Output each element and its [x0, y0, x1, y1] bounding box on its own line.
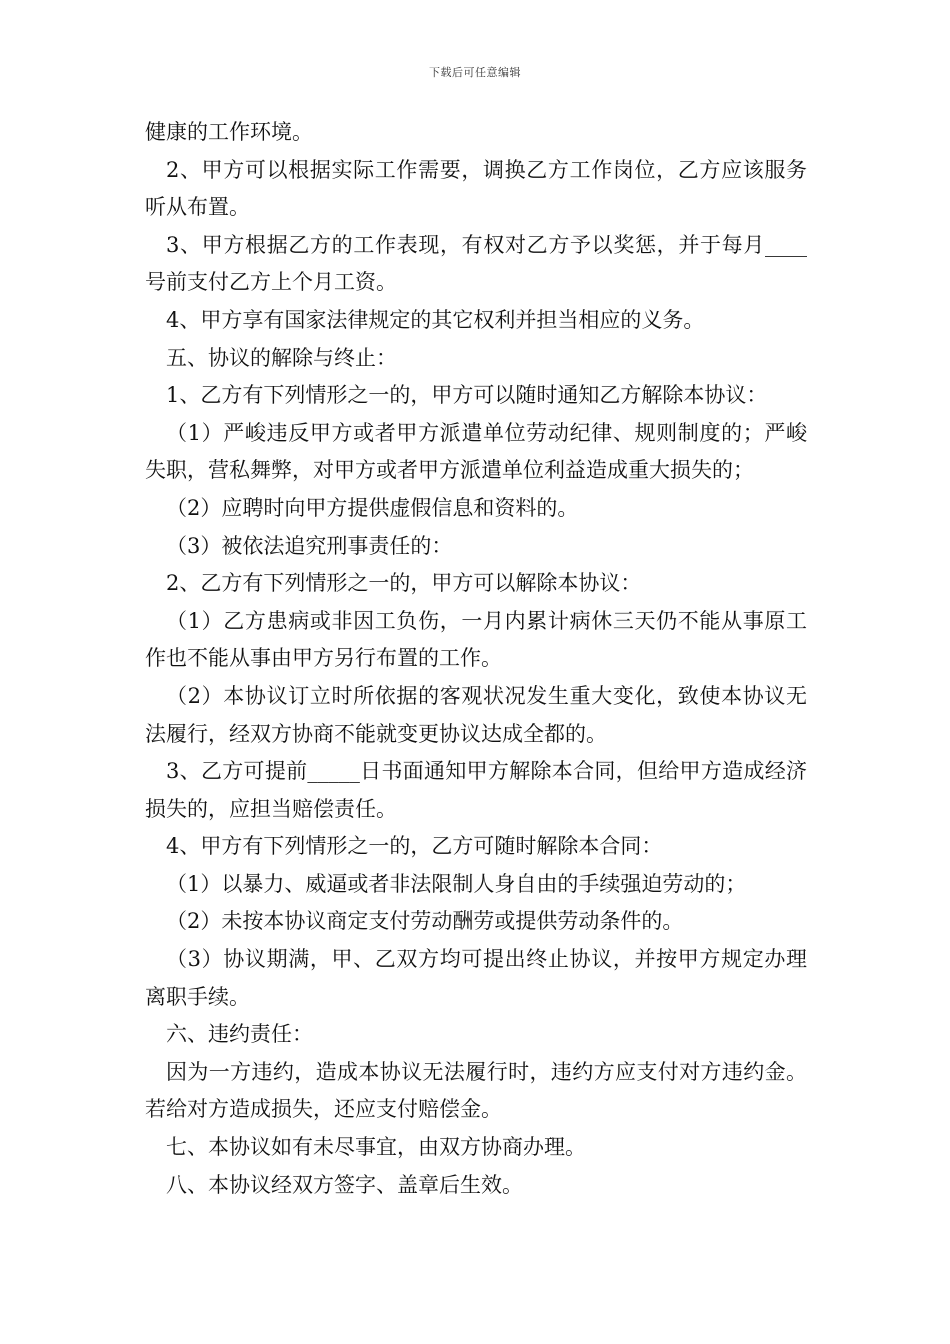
page-header: 下载后可任意编辑 [429, 66, 521, 79]
paragraph: 健康的工作环境。 [145, 120, 313, 144]
list-item: （3）协议期满，甲、乙双方均可提出终止协议，并按甲方规定办理离职手续。 [145, 947, 807, 1009]
list-item: （2）未按本协议商定支付劳动酬劳或提供劳动条件的。 [166, 909, 684, 934]
list-item: （3）被依法追究刑事责任的： [166, 533, 453, 558]
section-heading: 五、协议的解除与终止： [166, 345, 397, 370]
section-heading: 六、违约责任： [166, 1022, 313, 1047]
paragraph: 4、甲方享有国家法律规定的其它权利并担当相应的义务。 [166, 307, 705, 332]
paragraph: 3、乙方可提前_____日书面通知甲方解除本合同，但给甲方造成经济损失的，应担当赔偿责任。 [145, 759, 807, 821]
list-item: （2）本协议订立时所依据的客观状况发生重大变化，致使本协议无法履行，经双方协商不能就变更协议达成全都的。 [145, 683, 807, 746]
section-heading: 七、本协议如有未尽事宜，由双方协商办理。 [166, 1135, 586, 1160]
list-item: （2）应聘时向甲方提供虚假信息和资料的。 [166, 495, 579, 520]
paragraph: 2、乙方有下列情形之一的，甲方可以解除本协议： [166, 571, 642, 596]
list-item: （1）严峻违反甲方或者甲方派遣单位劳动纪律、规则制度的；严峻失职，营私舞弊，对甲方或者甲方派遣单位利益造成重大损失的； [145, 420, 807, 483]
list-item: （1）以暴力、威逼或者非法限制人身自由的手续强迫劳动的； [166, 871, 747, 896]
section-heading: 八、本协议经双方签字、盖章后生效。 [166, 1172, 523, 1197]
paragraph: 4、甲方有下列情形之一的，乙方可随时解除本合同： [166, 834, 663, 859]
document-body [145, 114, 807, 1204]
paragraph: 1、乙方有下列情形之一的，甲方可以随时通知乙方解除本协议： [166, 383, 768, 408]
paragraph: 2、甲方可以根据实际工作需要，调换乙方工作岗位，乙方应该服务听从布置。 [145, 157, 807, 220]
list-item: （1）乙方患病或非因工负伤，一月内累计病休三天仍不能从事原工作也不能从事由甲方另行布置的工作。 [145, 608, 807, 671]
paragraph: 3、甲方根据乙方的工作表现，有权对乙方予以奖惩，并于每月____号前支付乙方上个月工资。 [145, 232, 807, 295]
paragraph: 因为一方违约，造成本协议无法履行时，违约方应支付对方违约金。若给对方造成损失，还应支付赔偿金。 [145, 1059, 807, 1122]
